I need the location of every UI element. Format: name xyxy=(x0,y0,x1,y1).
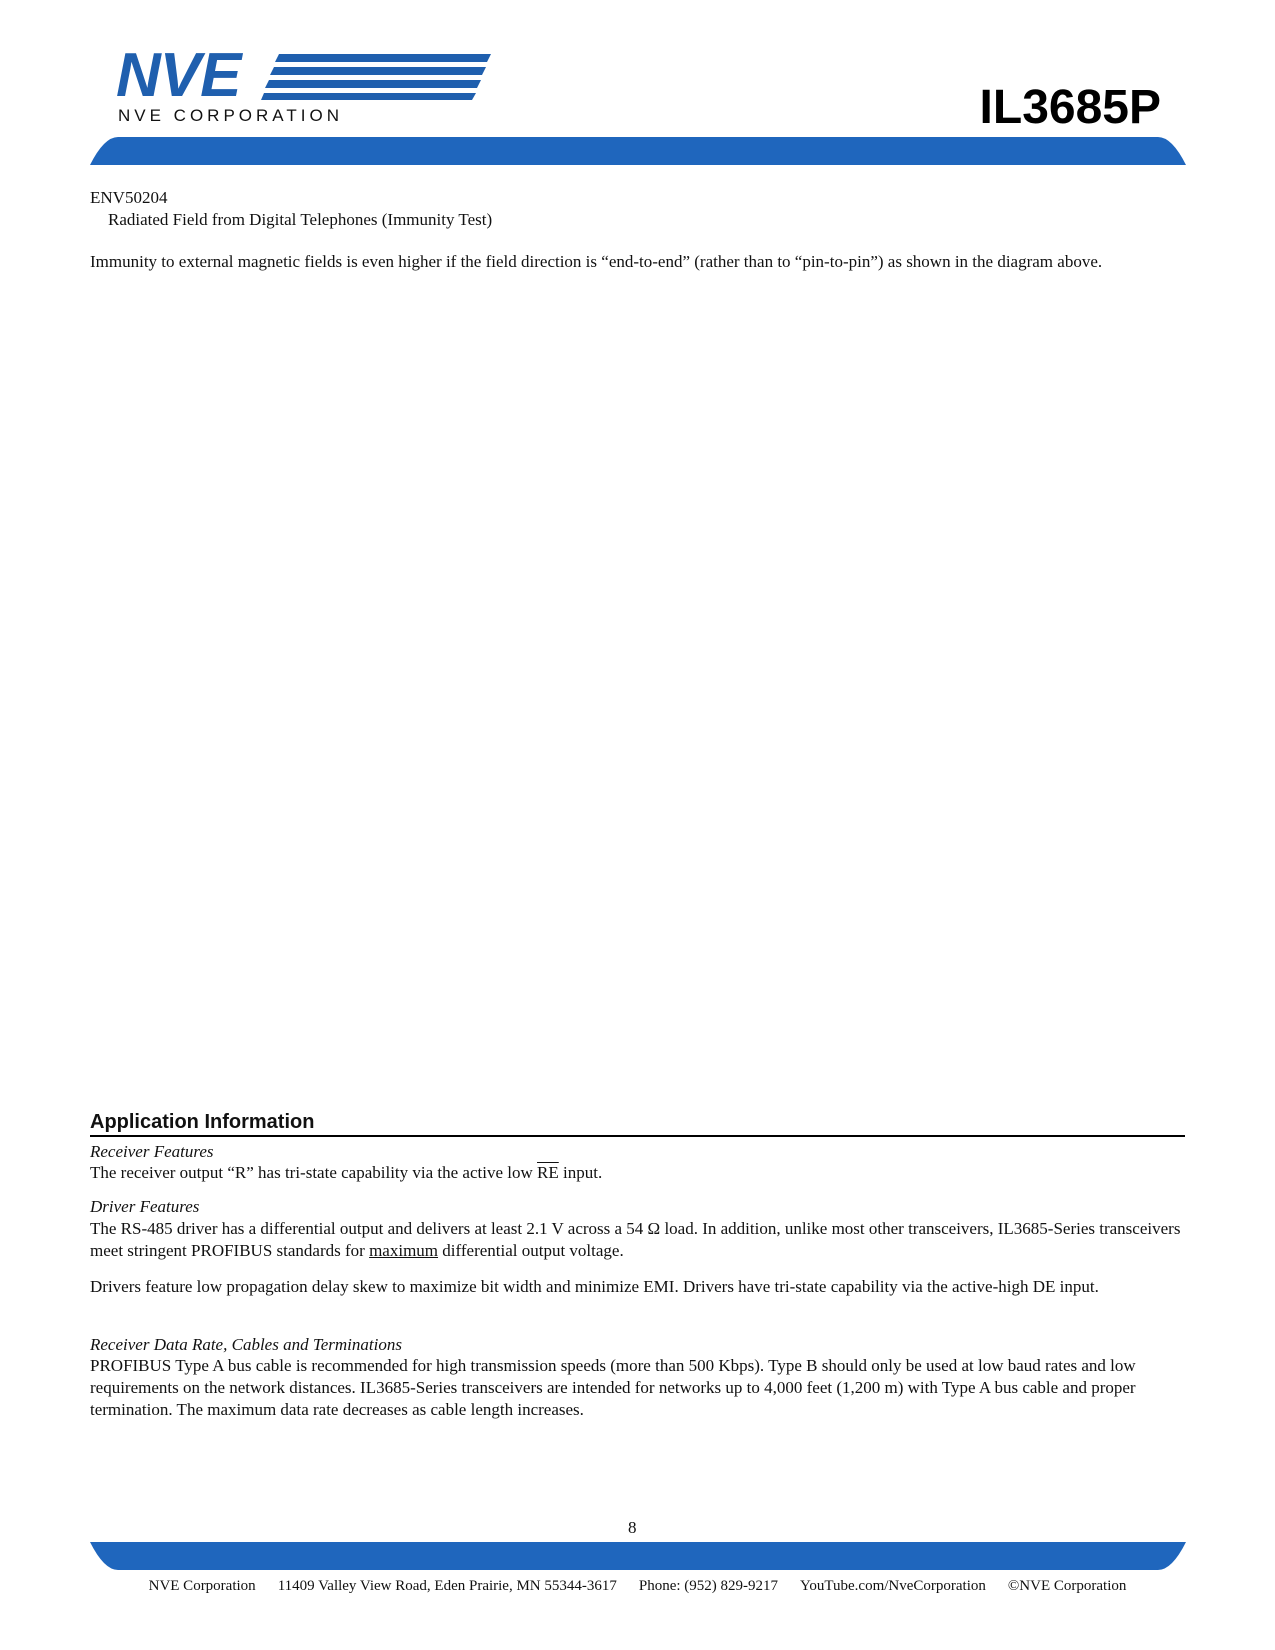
data-rate-paragraph: PROFIBUS Type A bus cable is recommended for high transmission speeds (more than 500 Kbps). Type B should only be used at low baud rates and low requirements on the network distances. IL3685-Series transceivers are intended for networks up to 4,000 feet (1,200 m) with Type A bus cable and proper termination. The maximum data rate decreases as cable length increases. xyxy=(90,1356,1136,1419)
logo-speed-lines-icon xyxy=(261,54,491,100)
header-band xyxy=(90,137,1186,165)
footer-band xyxy=(90,1542,1186,1570)
section-heading-application-information: Application Information xyxy=(90,1110,1185,1137)
immunity-paragraph: Immunity to external magnetic fields is even higher if the field direction is “end-to-end” (rather than to “pin-to-pin”) as shown in the diagram above. xyxy=(90,252,1103,271)
data-rate-subheading: Receiver Data Rate, Cables and Terminations xyxy=(90,1335,402,1354)
env-standard-code: ENV50204 xyxy=(90,188,168,207)
maximum-underlined: maximum xyxy=(369,1241,439,1260)
footer-company: NVE Corporation xyxy=(148,1578,256,1594)
receiver-text-end: input. xyxy=(558,1163,603,1182)
page-number: 8 xyxy=(628,1518,637,1537)
receiver-features-paragraph xyxy=(90,1162,1185,1184)
footer-contact-line xyxy=(90,1578,1185,1595)
nve-logo xyxy=(116,41,381,128)
driver-skew-paragraph: Drivers feature low propagation delay skew to maximize bit width and minimize EMI. Drivers have tri-state capability via the active-high DE input. xyxy=(90,1277,1099,1296)
driver-features-subheading: Driver Features xyxy=(90,1197,200,1216)
footer-copyright: ©NVE Corporation xyxy=(1007,1578,1127,1594)
logo-subtitle: NVE CORPORATION xyxy=(118,106,343,125)
driver-text-end: differential output voltage. xyxy=(438,1241,624,1260)
re-signal-overline: $\overline{RE}$ xyxy=(537,1163,559,1182)
env-standard-description: Radiated Field from Digital Telephones (Immunity Test) xyxy=(108,210,493,229)
footer-address: 11409 Valley View Road, Eden Prairie, MN 55344-3617 xyxy=(277,1578,617,1594)
footer-youtube-link[interactable]: YouTube.com/NveCorporation xyxy=(800,1578,986,1594)
driver-text-start: The RS-485 driver has a differential output and delivers at least 2.1 V across a 54 Ω load. In addition, unlike most other transceivers, IL3685-Series transceivers meet stringent PROFIBUS standards for xyxy=(90,1219,1181,1260)
part-number-title: IL3685P xyxy=(979,81,1161,134)
footer-phone: Phone: (952) 829-9217 xyxy=(638,1578,779,1594)
logo-text: NVE xyxy=(116,41,241,110)
driver-features-paragraph xyxy=(90,1218,1185,1262)
receiver-features-subheading: Receiver Features xyxy=(90,1142,214,1161)
receiver-text-start: The receiver output “R” has tri-state capability via the active low xyxy=(90,1163,538,1182)
